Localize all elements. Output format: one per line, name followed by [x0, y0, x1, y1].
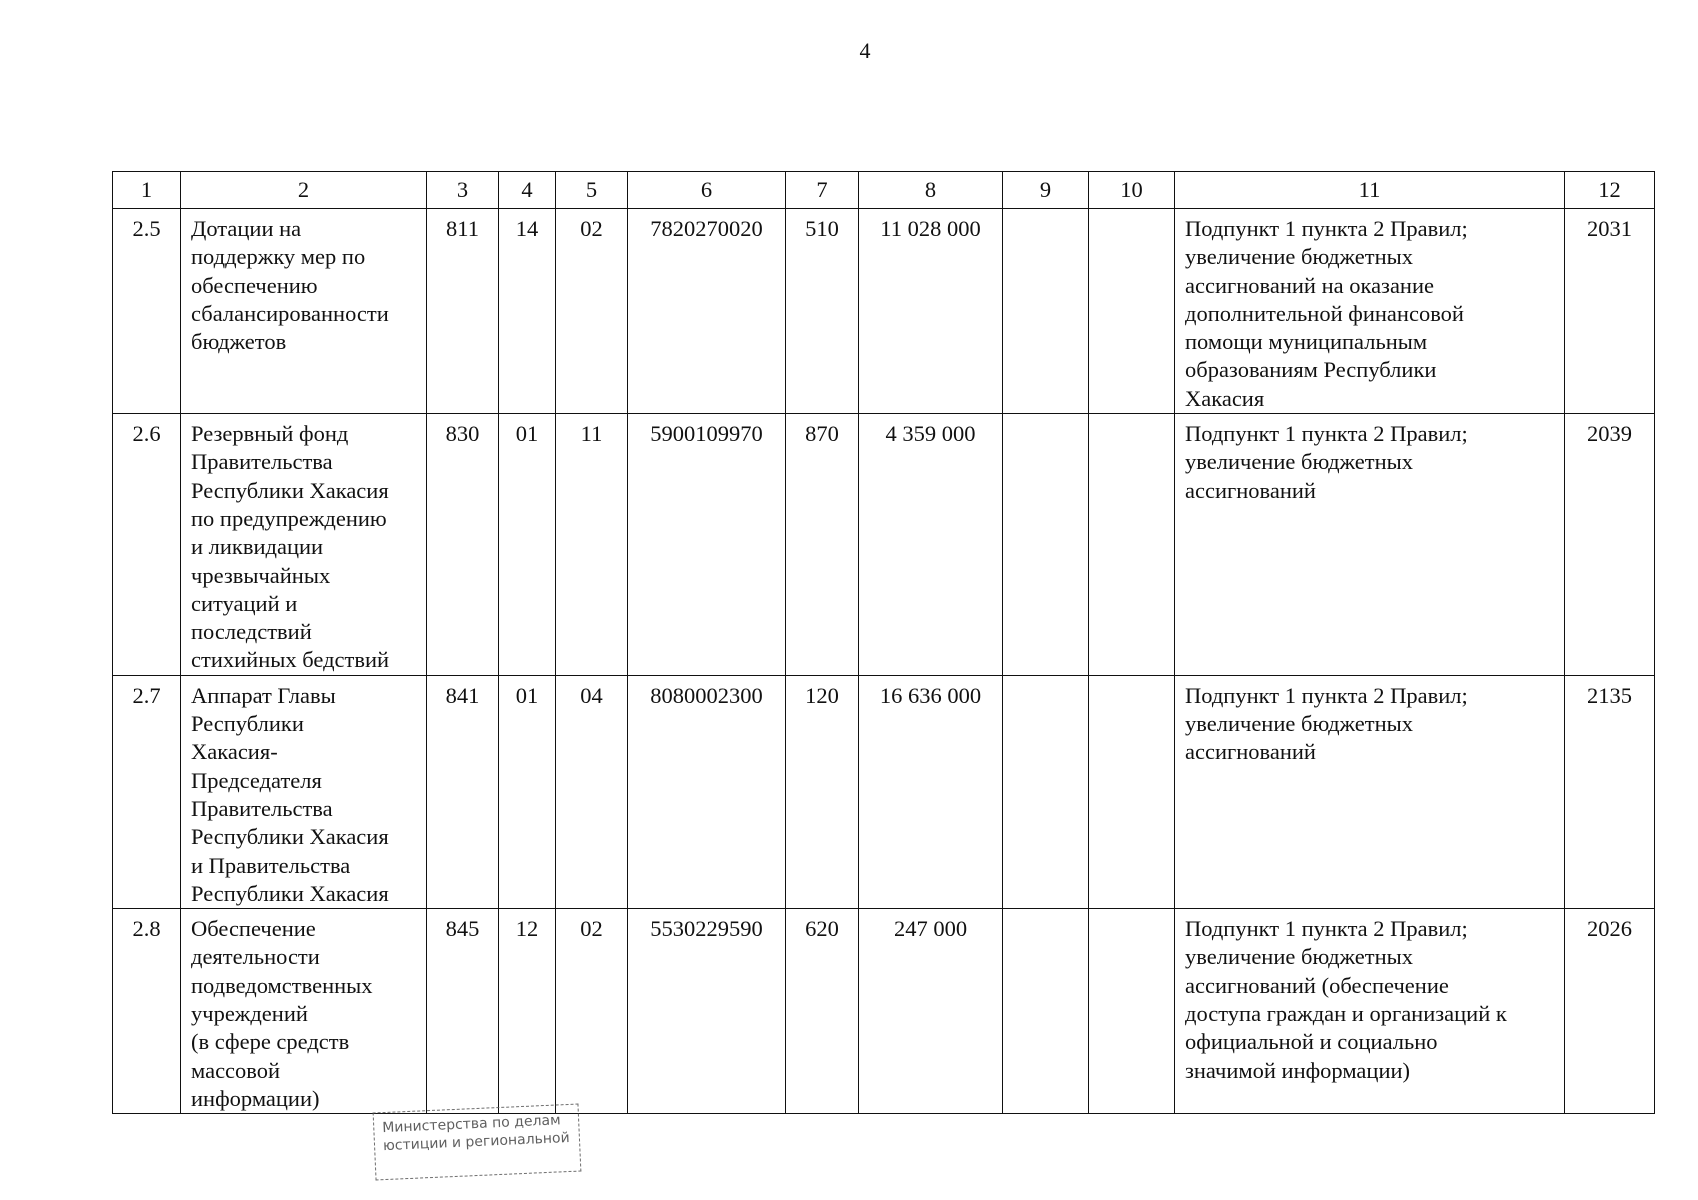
cell-col9 [1003, 675, 1089, 908]
cell-col9 [1003, 414, 1089, 676]
basis-cell [1175, 209, 1565, 414]
header-cell: 2 [181, 172, 427, 209]
cell-col5: 02 [556, 909, 628, 1114]
header-row [113, 172, 1655, 209]
cell-col10 [1089, 675, 1175, 908]
cell-col7: 870 [786, 414, 859, 676]
cell-col9 [1003, 909, 1089, 1114]
amount-cell: 247 000 [859, 909, 1003, 1114]
cell-col4: 01 [499, 414, 556, 676]
expense-name-text: Аппарат Главы Республики Хакасия- Председателя Правительства Республики Хакасия и Правительства Республики Хакасия [191, 682, 389, 906]
cell-col10 [1089, 414, 1175, 676]
row-number: 2.6 [113, 414, 181, 676]
header-cell: 1 [113, 172, 181, 209]
cell-col7: 120 [786, 675, 859, 908]
expense-name-text: Дотации на поддержку мер по обеспечению сбалансированности бюджетов [191, 216, 389, 355]
cell-col12: 2026 [1565, 909, 1655, 1114]
cell-col5: 04 [556, 675, 628, 908]
amount-cell: 4 359 000 [859, 414, 1003, 676]
cell-col6: 5900109970 [628, 414, 786, 676]
basis-cell [1175, 414, 1565, 676]
expense-name [181, 675, 427, 908]
cell-col12: 2135 [1565, 675, 1655, 908]
cell-col6: 7820270020 [628, 209, 786, 414]
header-cell: 11 [1175, 172, 1565, 209]
cell-col7: 510 [786, 209, 859, 414]
cell-col6: 8080002300 [628, 675, 786, 908]
budget-table [112, 171, 1655, 1114]
expense-name [181, 414, 427, 676]
basis-cell [1175, 909, 1565, 1114]
expense-name [181, 209, 427, 414]
row-number: 2.8 [113, 909, 181, 1114]
cell-col4: 14 [499, 209, 556, 414]
cell-col10 [1089, 909, 1175, 1114]
table-row [113, 209, 1655, 414]
header-cell: 5 [556, 172, 628, 209]
table-row [113, 675, 1655, 908]
header-cell: 12 [1565, 172, 1655, 209]
header-cell: 9 [1003, 172, 1089, 209]
cell-col4: 01 [499, 675, 556, 908]
cell-col10 [1089, 209, 1175, 414]
basis-text: Подпункт 1 пункта 2 Правил; увеличение бюджетных ассигнований [1185, 421, 1468, 503]
basis-cell [1175, 675, 1565, 908]
cell-col5: 11 [556, 414, 628, 676]
cell-col6: 5530229590 [628, 909, 786, 1114]
cell-col4: 12 [499, 909, 556, 1114]
cell-col5: 02 [556, 209, 628, 414]
cell-col7: 620 [786, 909, 859, 1114]
cell-col3: 841 [427, 675, 499, 908]
basis-text: Подпункт 1 пункта 2 Правил; увеличение бюджетных ассигнований (обеспечение доступа граждан и организаций к официальной и социально значимой информации) [1185, 916, 1507, 1083]
header-cell: 8 [859, 172, 1003, 209]
basis-text: Подпункт 1 пункта 2 Правил; увеличение бюджетных ассигнований [1185, 682, 1468, 765]
header-cell: 6 [628, 172, 786, 209]
header-cell: 7 [786, 172, 859, 209]
page-number: 4 [859, 38, 871, 63]
stamp-line: Министерства по делам [381, 1112, 561, 1137]
cell-col3: 830 [427, 414, 499, 676]
table-row [113, 414, 1655, 676]
expense-name [181, 909, 427, 1114]
cell-col12: 2031 [1565, 209, 1655, 414]
registration-stamp [373, 1104, 582, 1181]
cell-col3: 811 [427, 209, 499, 414]
row-number: 2.5 [113, 209, 181, 414]
cell-col9 [1003, 209, 1089, 414]
expense-name-text: Резервный фонд Правительства Республики Хакасия по предупреждению и ликвидации чрезвычайных ситуаций и последствий стихийных бедствий [191, 421, 390, 673]
table-row [113, 909, 1655, 1114]
row-number: 2.7 [113, 675, 181, 908]
expense-name-text: Обеспечение деятельности подведомственных учреждений (в сфере средств массовой информации) [191, 916, 373, 1111]
cell-col12: 2039 [1565, 414, 1655, 676]
stamp-line: юстиции и региональной [382, 1129, 570, 1155]
cell-col3: 845 [427, 909, 499, 1114]
amount-cell: 11 028 000 [859, 209, 1003, 414]
basis-text: Подпункт 1 пункта 2 Правил; увеличение бюджетных ассигнований на оказание дополнительной финансовой помощи муниципальным образованиям Республики Хакасия [1185, 216, 1468, 411]
header-cell: 10 [1089, 172, 1175, 209]
header-cell: 3 [427, 172, 499, 209]
header-cell: 4 [499, 172, 556, 209]
amount-cell: 16 636 000 [859, 675, 1003, 908]
